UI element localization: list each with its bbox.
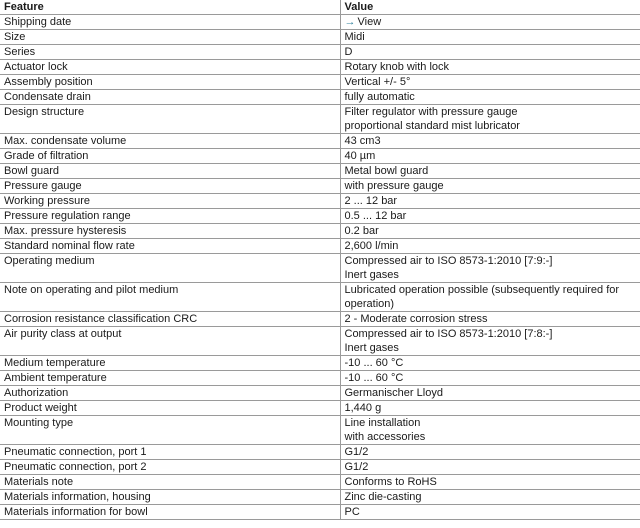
value-line: Filter regulator with pressure gauge	[344, 106, 518, 118]
value-cell	[340, 312, 640, 327]
value-line: G1/2	[344, 446, 369, 458]
value-cell	[340, 356, 640, 371]
value-line: G1/2	[344, 461, 369, 473]
table-row	[0, 164, 640, 179]
value-line: 2 ... 12 bar	[344, 195, 398, 207]
value-line: PC	[344, 506, 360, 518]
value-cell	[340, 386, 640, 401]
value-cell	[340, 15, 640, 30]
feature-cell: Condensate drain	[0, 90, 340, 105]
feature-cell: Corrosion resistance classification CRC	[0, 312, 340, 327]
feature-column-header: Feature	[0, 0, 340, 15]
value-cell	[340, 60, 640, 75]
table-row	[0, 490, 640, 505]
table-row	[0, 505, 640, 520]
value-line: -10 ... 60 °C	[344, 357, 404, 369]
feature-cell: Ambient temperature	[0, 371, 340, 386]
feature-cell: Air purity class at output	[0, 327, 340, 356]
value-cell	[340, 90, 640, 105]
value-cell	[340, 505, 640, 520]
feature-cell: Pressure gauge	[0, 179, 340, 194]
table-row	[0, 312, 640, 327]
value-column-header: Value	[340, 0, 640, 15]
value-cell	[340, 30, 640, 45]
feature-cell: Pneumatic connection, port 1	[0, 445, 340, 460]
value-line: operation)	[344, 298, 395, 310]
shipping-date-view-link[interactable]	[345, 16, 382, 28]
value-cell	[340, 224, 640, 239]
value-line: Conforms to RoHS	[344, 476, 437, 488]
value-line: proportional standard mist lubricator	[344, 120, 520, 132]
value-cell	[340, 75, 640, 90]
value-cell	[340, 134, 640, 149]
value-line: Vertical +/- 5°	[344, 76, 411, 88]
value-cell	[340, 283, 640, 312]
table-row	[0, 105, 640, 134]
value-line: with accessories	[344, 431, 426, 443]
table-row	[0, 371, 640, 386]
value-cell	[340, 460, 640, 475]
value-line: 0.2 bar	[344, 225, 379, 237]
table-row	[0, 60, 640, 75]
view-link-label: View	[357, 16, 382, 28]
feature-cell: Shipping date	[0, 15, 340, 30]
table-row	[0, 134, 640, 149]
table-row	[0, 460, 640, 475]
value-line: Germanischer Lloyd	[344, 387, 443, 399]
table-row	[0, 327, 640, 356]
feature-cell: Materials note	[0, 475, 340, 490]
table-row	[0, 15, 640, 30]
value-cell	[340, 327, 640, 356]
feature-cell: Pressure regulation range	[0, 209, 340, 224]
value-line: Zinc die-casting	[344, 491, 422, 503]
feature-cell: Standard nominal flow rate	[0, 239, 340, 254]
value-cell	[340, 149, 640, 164]
value-line: Inert gases	[344, 342, 399, 354]
feature-cell: Design structure	[0, 105, 340, 134]
arrow-right-icon: →	[344, 16, 356, 28]
value-line: with pressure gauge	[344, 180, 444, 192]
value-line: -10 ... 60 °C	[344, 372, 404, 384]
feature-cell: Size	[0, 30, 340, 45]
feature-cell: Materials information for bowl	[0, 505, 340, 520]
table-row	[0, 445, 640, 460]
value-line: 43 cm3	[344, 135, 381, 147]
table-row	[0, 416, 640, 445]
table-row	[0, 283, 640, 312]
feature-cell: Product weight	[0, 401, 340, 416]
table-row	[0, 149, 640, 164]
value-line: Compressed air to ISO 8573-1:2010 [7:8:-]	[344, 328, 553, 340]
table-row	[0, 224, 640, 239]
table-row	[0, 30, 640, 45]
table-row	[0, 239, 640, 254]
table-row	[0, 194, 640, 209]
feature-cell: Materials information, housing	[0, 490, 340, 505]
value-cell	[340, 475, 640, 490]
feature-cell: Actuator lock	[0, 60, 340, 75]
value-line: 2 - Moderate corrosion stress	[344, 313, 488, 325]
value-cell	[340, 445, 640, 460]
value-line: Inert gases	[344, 269, 399, 281]
value-cell	[340, 45, 640, 60]
value-cell	[340, 194, 640, 209]
value-line: Rotary knob with lock	[344, 61, 450, 73]
table-row	[0, 179, 640, 194]
feature-cell: Working pressure	[0, 194, 340, 209]
table-row	[0, 475, 640, 490]
feature-cell: Authorization	[0, 386, 340, 401]
feature-cell: Bowl guard	[0, 164, 340, 179]
value-line: 2,600 l/min	[344, 240, 399, 252]
feature-cell: Pneumatic connection, port 2	[0, 460, 340, 475]
value-cell	[340, 401, 640, 416]
value-cell	[340, 164, 640, 179]
value-cell	[340, 254, 640, 283]
feature-cell: Operating medium	[0, 254, 340, 283]
value-line: Line installation	[344, 417, 421, 429]
value-cell	[340, 179, 640, 194]
value-cell	[340, 490, 640, 505]
feature-cell: Max. condensate volume	[0, 134, 340, 149]
feature-cell: Mounting type	[0, 416, 340, 445]
table-header-row	[0, 0, 640, 15]
value-line: Lubricated operation possible (subsequently required for	[344, 284, 620, 296]
table-row	[0, 254, 640, 283]
value-cell	[340, 209, 640, 224]
table-row	[0, 75, 640, 90]
value-line: D	[344, 46, 353, 58]
feature-cell: Assembly position	[0, 75, 340, 90]
feature-cell: Series	[0, 45, 340, 60]
value-cell	[340, 371, 640, 386]
table-row	[0, 401, 640, 416]
table-row	[0, 45, 640, 60]
value-line: Midi	[344, 31, 365, 43]
table-row	[0, 356, 640, 371]
feature-cell: Medium temperature	[0, 356, 340, 371]
feature-cell: Grade of filtration	[0, 149, 340, 164]
feature-cell: Max. pressure hysteresis	[0, 224, 340, 239]
value-line: Compressed air to ISO 8573-1:2010 [7:9:-]	[344, 255, 553, 267]
table-row	[0, 209, 640, 224]
value-line: 1,440 g	[344, 402, 382, 414]
value-line: 40 µm	[344, 150, 376, 162]
table-row	[0, 386, 640, 401]
value-cell	[340, 105, 640, 134]
table-row	[0, 90, 640, 105]
value-cell	[340, 416, 640, 445]
value-line: Metal bowl guard	[344, 165, 429, 177]
value-line: fully automatic	[344, 91, 415, 103]
feature-cell: Note on operating and pilot medium	[0, 283, 340, 312]
value-line: 0.5 ... 12 bar	[344, 210, 407, 222]
table-body	[0, 15, 640, 520]
value-cell	[340, 239, 640, 254]
